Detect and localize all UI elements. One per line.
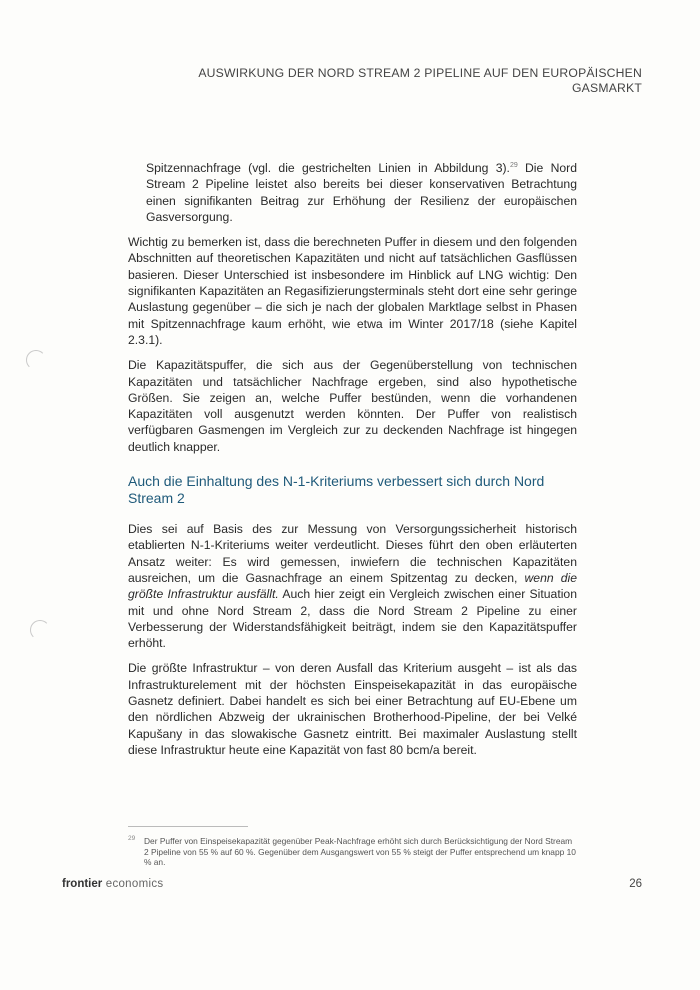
running-header-line2: GASMARKT	[572, 81, 642, 95]
paragraph-1	[128, 160, 577, 225]
footnote-text: Der Puffer von Einspeisekapazität gegenüber Peak-Nachfrage erhöht sich durch Berücksichtigung der Nord Stream 2 Pipeline von 55 % auf 60 %. Gegenüber dem Ausgangswert von 55 % steigt der Puffer entsprechend um knapp 10 % an.	[144, 836, 576, 867]
paragraph-3: Die Kapazitätspuffer, die sich aus der Gegenüberstellung von technischen Kapazitäten und tatsächlicher Nachfrage ergeben, sind also hypothetische Größen. Sie zeigen an, welche Puffer bestünden, wenn die vorhandenen Kapazitäten voll ausgenutzt werden könnten. Der Puffer von realistisch verfügbaren Gasmengen im Vergleich zur zu deckenden Nachfrage ist hingegen deutlich knapper.	[128, 358, 577, 454]
footnote-reference: 29	[509, 161, 518, 169]
body-text	[128, 160, 577, 767]
punch-hole-mark-bottom	[30, 620, 50, 640]
paragraph-5: Die größte Infrastruktur – von deren Ausfall das Kriterium ausgeht – ist als das Infrastrukturelement mit der höchsten Einspeisekapazität in das europäische Gasnetz definiert. Dabei handelt es sich bei einer Betrachtung auf EU-Ebene um den nördlichen Abzweig der ukrainischen Brotherhood-Pipeline, der bei Velké Kapušany in das slowakische Gasnetz eintritt. Bei maximaler Auslastung stellt diese Infrastruktur heute eine Kapazität von fast 80 bcm/a bereit.	[128, 661, 577, 757]
paragraph-4	[128, 521, 577, 651]
paragraph-4-text-cont: Auch hier zeigt ein Vergleich zwischen einer Situation mit und ohne Nord Stream 2, dass die Nord Stream 2 Pipeline zu einer Verbesserung der Widerstandsfähigkeit beiträgt, indem sie den Kapazitätspuffer erhöht.	[128, 587, 577, 651]
paragraph-4-emphasis: wenn die größte Infrastruktur ausfällt.	[128, 570, 577, 602]
footer-brand-logo	[62, 878, 163, 890]
paragraph-4-text: Dies sei auf Basis des zur Messung von Versorgungssicherheit historisch etablierten N-1-Kriteriums weiter verdeutlicht. Dieses führt den oben erläuterten Ansatz weiter: Es wird gemessen, inwiefern die technischen Kapazitäten ausreichen, um die Gasnachfrage an einem Spitzentag zu decken,	[128, 522, 577, 585]
footnote-separator	[128, 826, 248, 827]
footnote-number: 29	[128, 835, 136, 842]
page-number: 26	[629, 878, 642, 890]
running-header	[198, 66, 642, 96]
paragraph-1-text: Spitzennachfrage (vgl. die gestrichelten Linien in Abbildung 3).	[146, 161, 510, 175]
footnote	[128, 836, 577, 868]
brand-name-part1: frontier	[62, 878, 103, 890]
paragraph-2: Wichtig zu bemerken ist, dass die berechneten Puffer in diesem und den folgenden Abschnitten auf theoretischen Kapazitäten und nicht auf tatsächlichen Gasflüssen basieren. Dieser Unterschied ist insbesondere im Hinblick auf LNG wichtig: Den signifikanten Kapazitäten an Regasifizierungsterminals steht dort eine sehr geringe Auslastung gegenüber – die sich je nach der globalen Marktlage selbst in Phasen mit Spitzennachfrage kaum erhöht, wie etwa im Winter 2017/18 (siehe Kapitel 2.3.1).	[128, 235, 577, 347]
brand-name-part2: economics	[102, 878, 164, 890]
paragraph-1-text-cont: Die Nord Stream 2 Pipeline leistet also bereits bei dieser konservativen Betrachtung einen signifikanten Beitrag zur Erhöhung der Resilienz der europäischen Gasversorgung.	[146, 161, 577, 224]
section-subheading: Auch die Einhaltung des N-1-Kriteriums verbessert sich durch Nord Stream 2	[128, 473, 545, 507]
running-header-line1: AUSWIRKUNG DER NORD STREAM 2 PIPELINE AUF DEN EUROPÄISCHEN	[198, 66, 642, 80]
punch-hole-mark-top	[26, 350, 46, 370]
